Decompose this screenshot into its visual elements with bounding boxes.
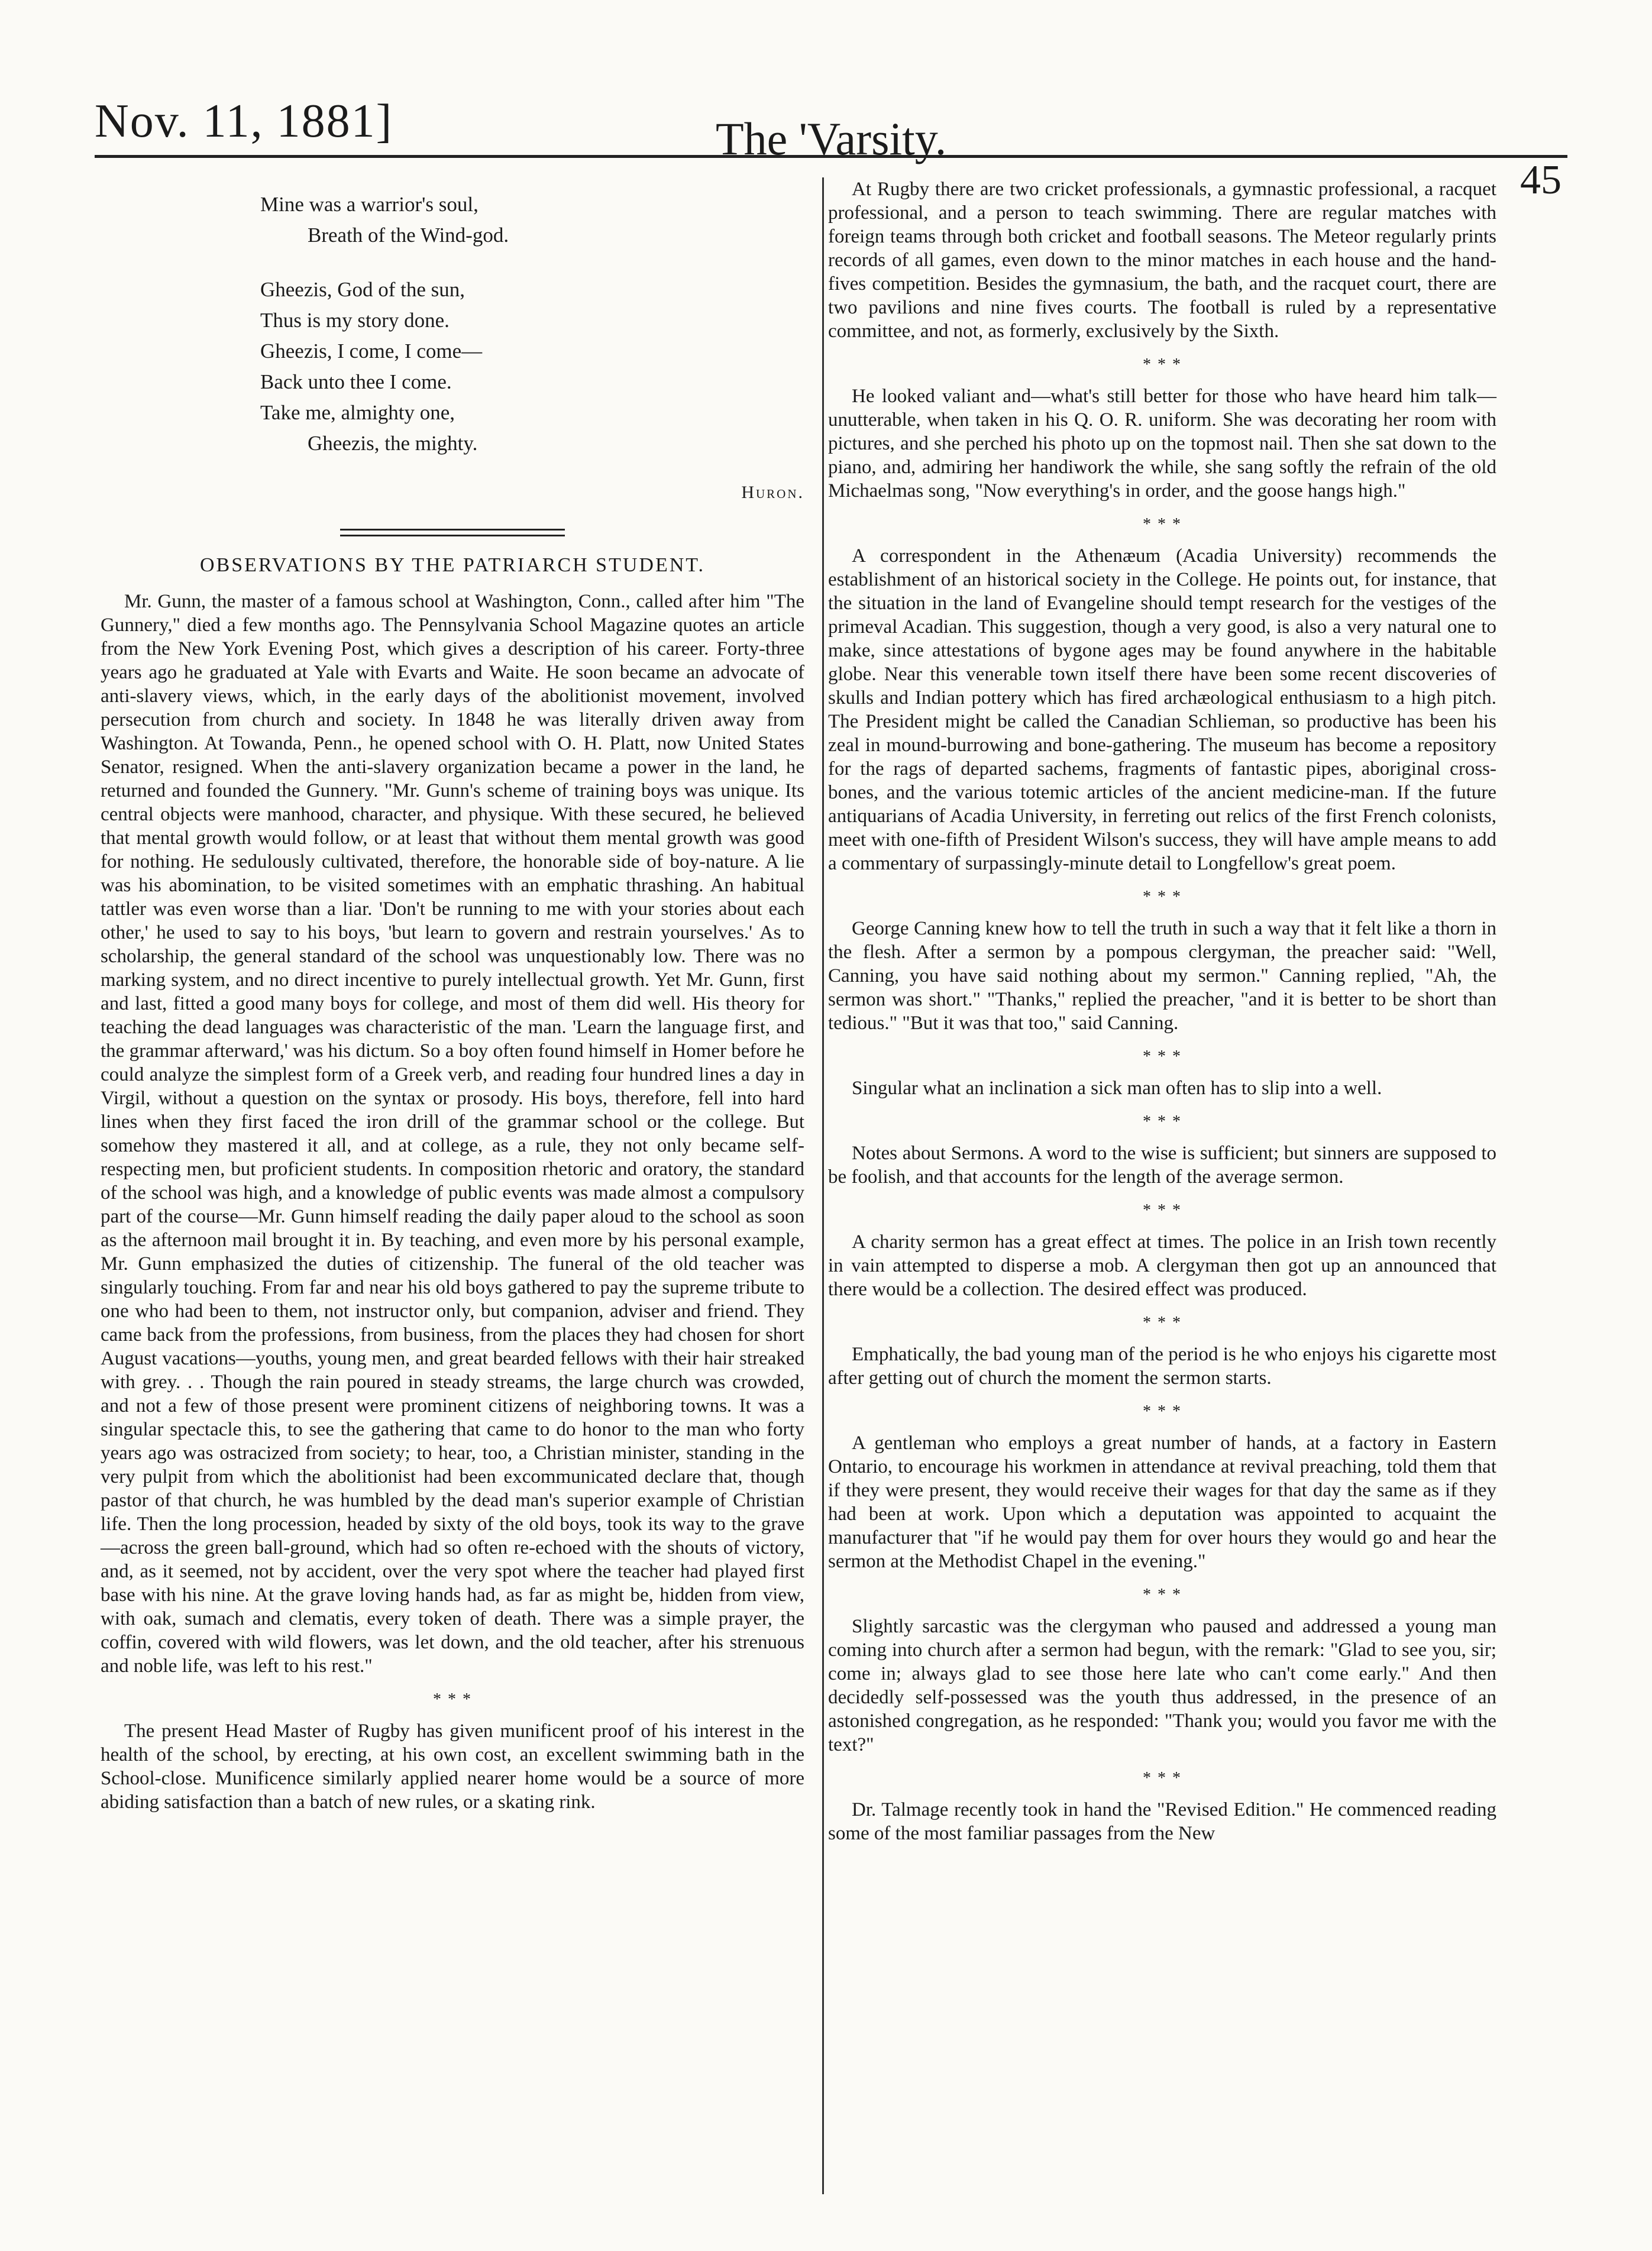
right-column bbox=[828, 177, 1496, 1845]
poem-line: Thus is my story done. bbox=[260, 309, 450, 332]
asterism: * * * bbox=[1143, 355, 1182, 374]
poem-stanza bbox=[260, 274, 804, 459]
header-rule bbox=[95, 155, 1567, 158]
article-paragraph: The present Head Master of Rugby has given munificent proof of his interest in the health of the school, by erecting, at his own cost, an excellent swimming bath in the School-close. Munificence similarly applied nearer home would be a source of more abiding satisfaction than a batch of new rules, or a skating rink. bbox=[101, 1720, 804, 1813]
note-paragraph: A correspondent in the Athenæum (Acadia University) recommends the establishment of an historical society in the College. He points out, for instance, that the situation in the land of Evangeline should tempt research for the vestiges of the primeval Acadian. This suggestion, though a very good, is also a very natural one to make, since attestations of bygone ages may be found anywhere in the habitable globe. Near this venerable town itself there have been some recent discoveries of skulls and Indian pottery which has fired archæological enthusiasm to a high pitch. The President might be called the Canadian Schlieman, so productive has been his zeal in mound-burrowing and bone-gathering. The museum has become a repository for the rags of departed sachems, fragments of fantastic pipes, aboriginal cross-bones, and the various totemic articles of the ancient medicine-man. If the future antiquarians of Acadia University, in ferreting out relics of the first French colonists, meet with one-fifth of President Wilson's success, they will have ample means to add a commentary of surpassingly-minute detail to Longfellow's great poem. bbox=[828, 545, 1496, 874]
poem-stanza bbox=[260, 189, 804, 251]
article-heading: OBSERVATIONS BY THE PATRIARCH STUDENT. bbox=[199, 554, 706, 576]
page-number: 45 bbox=[1520, 157, 1562, 203]
poem-line: Gheezis, God of the sun, bbox=[260, 278, 465, 301]
poem bbox=[260, 189, 804, 459]
poem-signature: Huron. bbox=[741, 483, 804, 502]
poem-line: Take me, almighty one, bbox=[260, 401, 455, 424]
asterism: * * * bbox=[1143, 1586, 1182, 1604]
column-divider bbox=[822, 177, 824, 2194]
poem-line: Breath of the Wind-god. bbox=[308, 224, 509, 247]
left-column bbox=[101, 177, 804, 1814]
asterism: * * * bbox=[1143, 1047, 1182, 1066]
asterism: * * * bbox=[1143, 515, 1182, 533]
note-paragraph: Notes about Sermons. A word to the wise is sufficient; but sinners are supposed to be foolish, and that accounts for the length of the average sermon. bbox=[828, 1143, 1496, 1188]
asterism: * * * bbox=[1143, 1769, 1182, 1787]
note-paragraph: Singular what an inclination a sick man often has to slip into a well. bbox=[852, 1078, 1382, 1099]
poem-line: Gheezis, the mighty. bbox=[308, 432, 478, 455]
poem-line: Back unto thee I come. bbox=[260, 370, 452, 393]
note-paragraph: Slightly sarcastic was the clergyman who paused and addressed a young man coming into church after a sermon had begun, with the remark: "Glad to see you, sir; come in; always glad to see those here late who can't come early." And then decidedly self-possessed was the youth thus addressed, in the presence of an astonished congregation, as he responded: "Thank you; would you favor me with the text?" bbox=[828, 1616, 1496, 1755]
note-paragraph: Dr. Talmage recently took in hand the "Revised Edition." He commenced reading some of the most familiar passages from the New bbox=[828, 1799, 1496, 1844]
article-paragraph: Mr. Gunn, the master of a famous school at Washington, Conn., called after him "The Gunnery," died a few months ago. The Pennsylvania School Magazine quotes an article from the New York Evening Post, which gives a description of his career. Forty-three years ago he graduated at Yale with Evarts and Waite. He soon became an advocate of anti-slavery views, which, in the early days of the abolitionist movement, involved persecution from church and society. In 1848 he was literally driven away from Washington. At Towanda, Penn., he opened school with O. H. Platt, now United States Senator, resigned. When the anti-slavery organization became a power in the land, he returned and founded the Gunnery. "Mr. Gunn's scheme of training boys was unique. Its central objects were manhood, character, and physique. With these secured, he believed that mental growth would follow, or at least that without them mental growth was good for nothing. He sedulously cultivated, therefore, the honorable side of boy-nature. A lie was his abomination, to be visited sometimes with an emphatic thrashing. An habitual tattler was even worse than a liar. 'Don't be running to me with your stories about each other,' he used to say to his boys, 'but learn to govern and restrain yourselves.' As to scholarship, the general standard of the school was unquestionably low. There was no marking system, and no direct incentive to purely intellectual growth. Yet Mr. Gunn, first and last, fitted a good many boys for college, and most of them did well. His theory for teaching the dead languages was characteristic of the man. 'Learn the language first, and the grammar afterward,' was his dictum. So a boy often found himself in Homer before he could analyze the simplest form of a Greek verb, and reading four hundred lines a day in Virgil, without a question on the syntax or prosody. His boys, therefore, fell into hard lines when they first faced the iron drill of the grammar school or the college. But somehow they mastered it all, and at college, as a rule, they not only became self-respecting men, but proficient students. In composition rhetoric and oratory, the standard of the school was high, and a knowledge of public events was made almost a compulsory part of the course—Mr. Gunn himself reading the daily paper aloud to the school as soon as the afternoon mail brought it in. By teaching, and even more by his personal example, Mr. Gunn emphasized the duties of citizenship. The funeral of the old teacher was singularly touching. From far and near his old boys gathered to pay the supreme tribute to one who had been to them, not instructor only, but companion, adviser and friend. They came back from the professions, from business, from the places they had chosen for short August vacations—youths, young men, and great bearded fellows with their hair streaked with grey. . . Though the rain poured in steady streams, the large church was crowded, and not a few of those present were prominent citizens of neighboring towns. It was a singular spectacle this, to see the gathering that came to do honor to the man who forty years ago was ostracized from society; to hear, too, a Christian minister, standing in the very pulpit from which the abolitionist had been excommunicated declare that, though pastor of that church, he was humbled by the dead man's superior example of Christian life. Then the long procession, headed by sixty of the old boys, took its way to the grave—across the green ball-ground, which had so often re-echoed with the shouts of victory, and, as it seemed, not by accident, over the very spot where the teacher had played first base with his nine. At the grave loving hands had, as far as might be, hidden from view, with oak, sumach and clematis, every token of death. There was a simple prayer, the coffin, covered with wild flowers, was let down, and the old teacher, after his strenuous and noble life, was left to his rest." bbox=[101, 591, 804, 1677]
note-paragraph: George Canning knew how to tell the truth in such a way that it felt like a thorn in the flesh. After a sermon by a pompous clergyman, the preacher said: "Well, Canning, you have said nothing about my sermon." Canning replied, "Ah, the sermon was short." "Thanks," replied the preacher, "and it is better to be short than tedious." "But it was that too," said Canning. bbox=[828, 918, 1496, 1034]
asterism: * * * bbox=[1143, 1314, 1182, 1332]
asterism: * * * bbox=[433, 1690, 472, 1709]
asterism: * * * bbox=[1143, 1201, 1182, 1220]
asterism: * * * bbox=[1143, 1112, 1182, 1131]
poem-line: Gheezis, I come, I come— bbox=[260, 339, 483, 363]
note-paragraph: A gentleman who employs a great number of hands, at a factory in Eastern Ontario, to encourage his workmen in attendance at revival preaching, told them that if they were present, they would receive their wages for that day the same as if they had been at work. Upon which a deputation was appointed to acquaint the manufacturer that "if he would pay them for over hours they would go and hear the sermon at the Methodist Chapel in the evening." bbox=[828, 1432, 1496, 1572]
masthead-title: The 'Varsity. bbox=[716, 113, 947, 164]
note-paragraph: At Rugby there are two cricket professionals, a gymnastic professional, a racquet professional, and a person to teach swimming. There are regular matches with foreign teams through both cricket and football seasons. The Meteor regularly prints records of all games, even down to the minor matches in each house and the hand-fives competition. Besides the gymnasium, the bath, and the racquet court, there are two pavilions and nine fives courts. The football is ruled by a representative committee, and not, as formerly, exclusively by the Sixth. bbox=[828, 179, 1496, 342]
asterism: * * * bbox=[1143, 1402, 1182, 1421]
section-rule bbox=[340, 529, 565, 536]
note-paragraph: A charity sermon has a great effect at times. The police in an Irish town recently in vain attempted to disperse a mob. A clergyman then got up an announced that there would be a collection. The desired effect was produced. bbox=[828, 1231, 1496, 1300]
note-paragraph: Emphatically, the bad young man of the period is he who enjoys his cigarette most after getting out of church the moment the sermon starts. bbox=[828, 1344, 1496, 1389]
note-paragraph: He looked valiant and—what's still better for those who have heard him talk—unutterable, when taken in his Q. O. R. uniform. She was decorating her room with pictures, and she perched his photo up on the topmost nail. Then she sat down to the piano, and, admiring her handiwork the while, she sang softly the refrain of the old Michaelmas song, "Now everything's in order, and the goose hangs high." bbox=[828, 386, 1496, 502]
poem-line: Mine was a warrior's soul, bbox=[260, 193, 479, 216]
asterism: * * * bbox=[1143, 888, 1182, 906]
page-header bbox=[95, 83, 1562, 203]
issue-date: Nov. 11, 1881] bbox=[95, 95, 393, 147]
